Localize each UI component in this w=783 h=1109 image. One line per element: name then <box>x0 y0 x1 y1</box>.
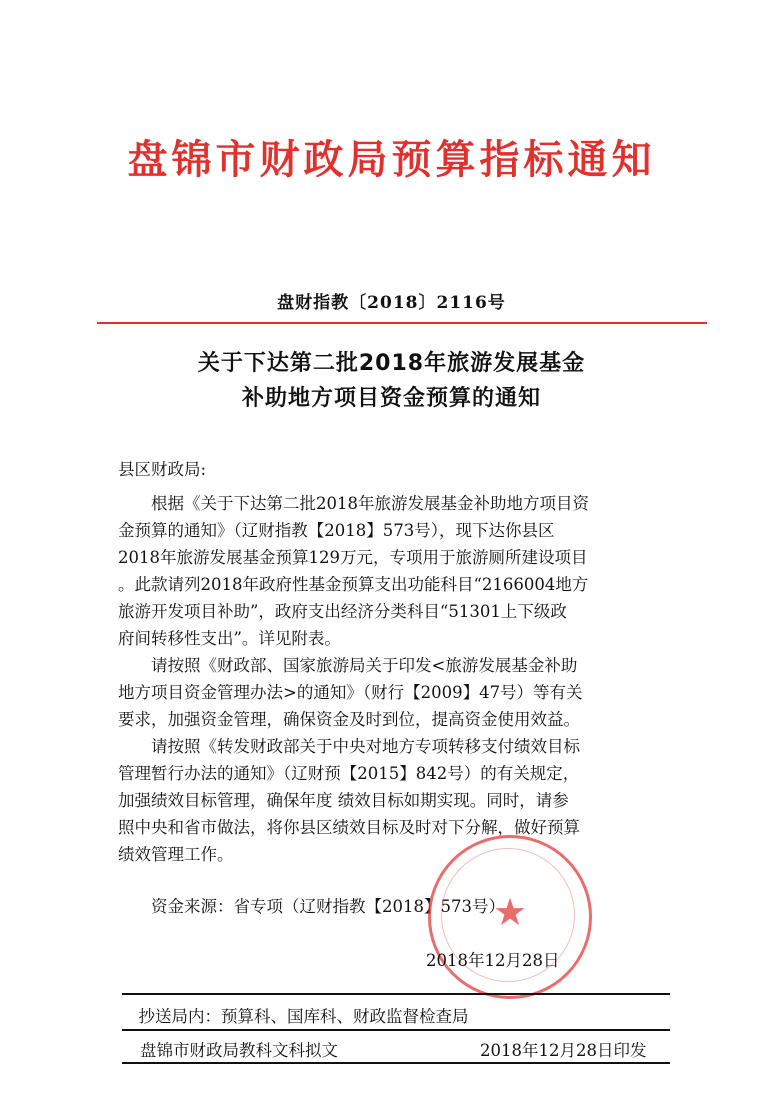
addressee: 县区财政局: <box>118 460 207 479</box>
issue-date: 2018年12月28日印发 <box>480 1041 647 1060</box>
cc-list: 抄送局内：预算科、国库科、财政监督检查局 <box>122 1007 469 1026</box>
subject-line-2: 补助地方项目资金预算的通知 <box>241 386 541 411</box>
funding-source: 资金来源：省专项（辽财指教【2018】573号） <box>118 897 505 916</box>
body-line: 照中央和省市做法，将你县区绩效目标及时对下分解，做好预算 <box>118 818 580 837</box>
body-line: 请按照《财政部、国家旅游局关于印发<旅游发展基金补助 <box>118 656 578 675</box>
body-line: 金预算的通知》（辽财指教【2018】573号），现下达你县区 <box>118 521 555 540</box>
body-line: 根据《关于下达第二批2018年旅游发展基金补助地方项目资 <box>118 494 589 513</box>
header-divider <box>97 322 707 324</box>
sign-date: 2018年12月28日 <box>426 951 560 970</box>
official-seal <box>428 835 592 999</box>
seal-star-icon: ★ <box>492 890 528 934</box>
notice-header-title: 盘锦市财政局预算指标通知 <box>127 137 656 183</box>
document-number: 盘财指教〔2018〕2116号 <box>277 293 506 313</box>
footer-rule-bottom <box>122 1062 670 1064</box>
body-line: 府间转移性支出”。详见附表。 <box>118 629 341 648</box>
body-line: 地方项目资金管理办法>的通知》（财行【2009】47号）等有关 <box>118 683 583 702</box>
body-line: 。此款请列2018年政府性基金预算支出功能科目“2166004地方 <box>118 575 589 594</box>
body-line: 2018年旅游发展基金预算129万元，专项用于旅游厕所建设项目 <box>118 548 588 567</box>
issuer: 盘锦市财政局教科文科拟文 <box>140 1041 338 1060</box>
body-line: 加强绩效目标管理，确保年度 绩效目标如期实现。同时，请参 <box>118 791 569 810</box>
body-line: 管理暂行办法的通知》（辽财预【2015】842号）的有关规定， <box>118 764 580 783</box>
body-line: 请按照《转发财政部关于中央对地方专项转移支付绩效目标 <box>118 737 580 756</box>
footer-rule-middle <box>122 1029 670 1031</box>
footer-rule-top <box>122 993 670 995</box>
body-line: 绩效管理工作。 <box>118 845 234 864</box>
subject-line-1: 关于下达第二批2018年旅游发展基金 <box>197 351 586 376</box>
body-line: 旅游开发项目补助”，政府支出经济分类科目“51301上下级政 <box>118 602 567 621</box>
body-line: 要求，加强资金管理，确保资金及时到位，提高资金使用效益。 <box>118 710 580 729</box>
